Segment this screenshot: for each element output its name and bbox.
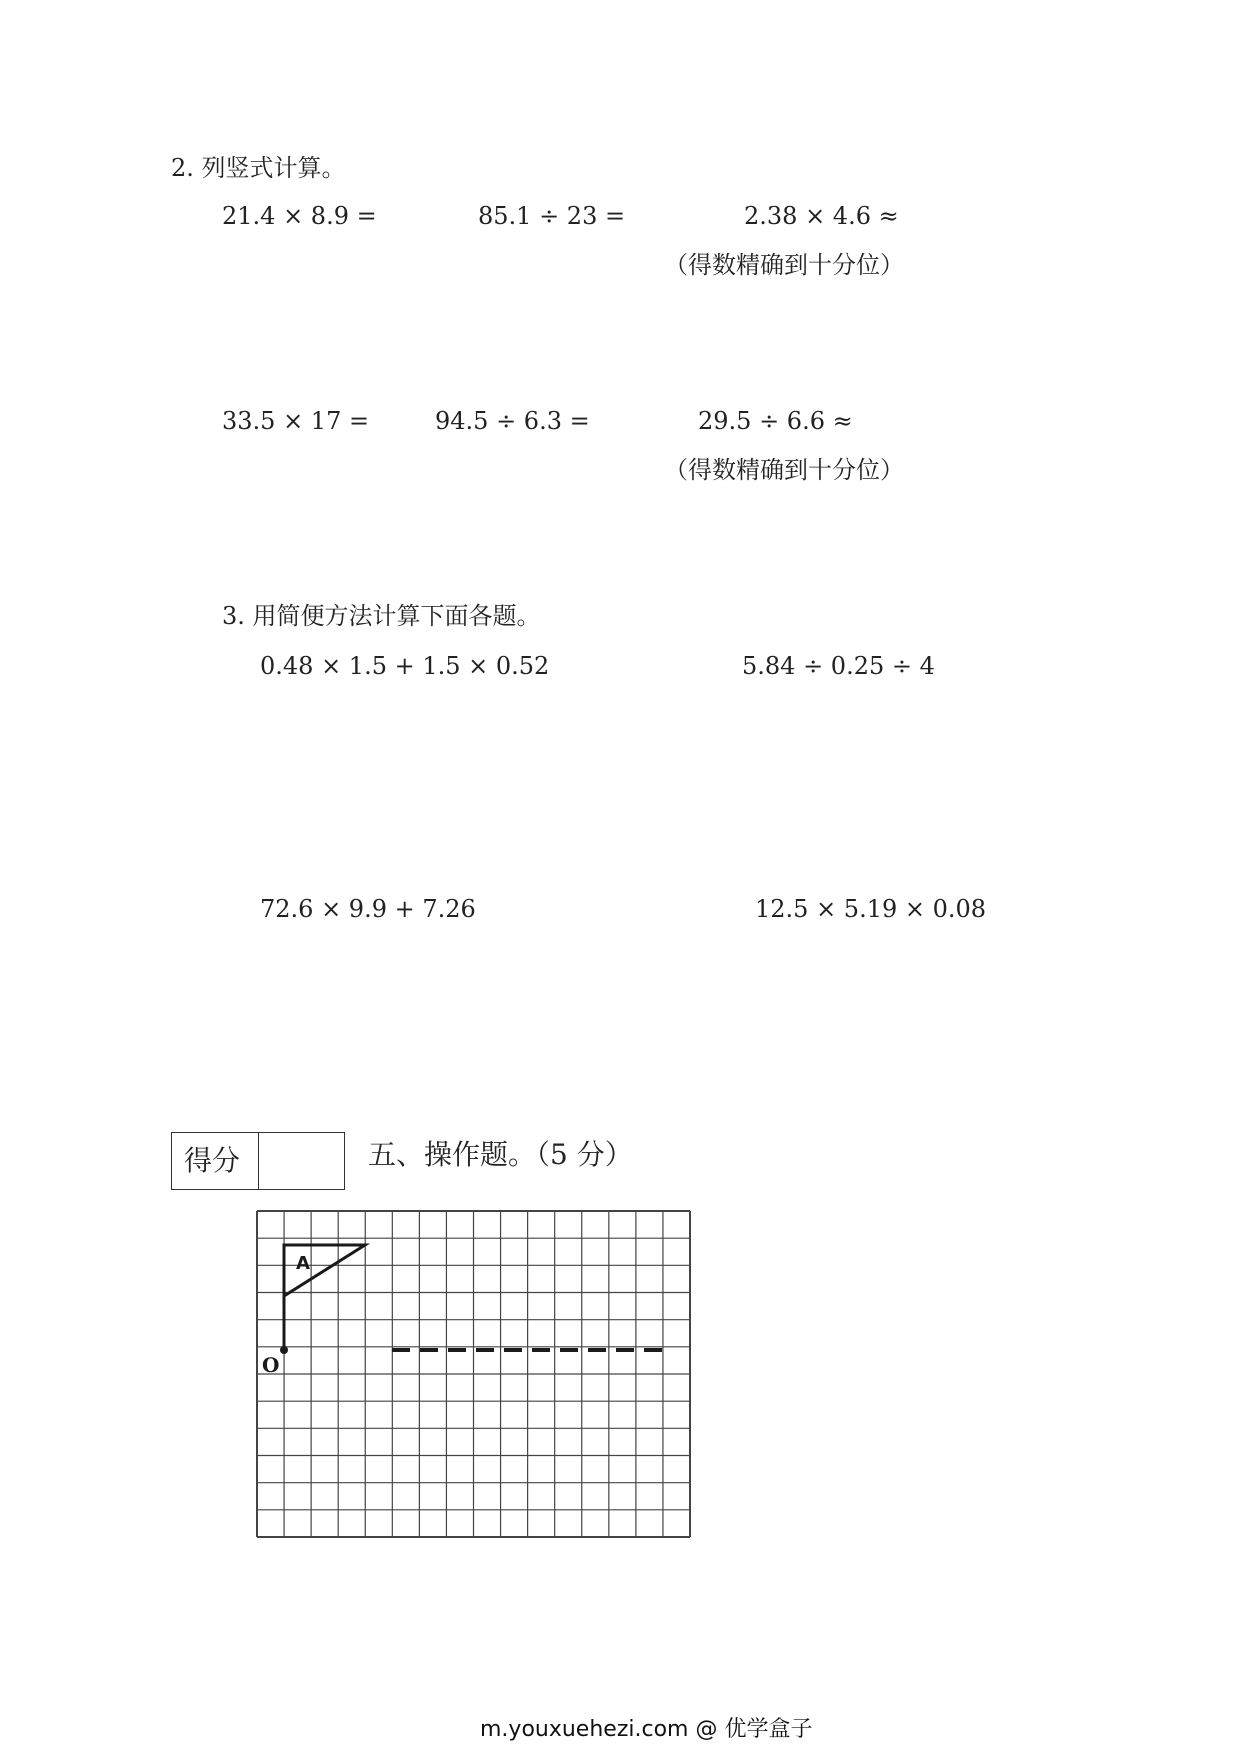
- origin-label: O: [262, 1353, 280, 1377]
- problem-3-2: 5.84 ÷ 0.25 ÷ 4: [742, 652, 935, 680]
- precision-note-1: （得数精确到十分位）: [664, 251, 904, 279]
- problem-2-6: 29.5 ÷ 6.6 ≈: [698, 407, 853, 435]
- section-5-title: 五、操作题。（5 分）: [368, 1138, 633, 1171]
- section-2-heading: 2. 列竖式计算。: [171, 154, 346, 182]
- problem-3-3: 72.6 × 9.9 + 7.26: [260, 895, 476, 923]
- footer-text: m.youxuehezi.com @ 优学盒子: [480, 1717, 813, 1742]
- problem-3-4: 12.5 × 5.19 × 0.08: [755, 895, 987, 923]
- problem-2-1: 21.4 × 8.9 =: [222, 202, 377, 230]
- origin-point: [280, 1346, 288, 1354]
- problem-2-5: 94.5 ÷ 6.3 =: [435, 407, 590, 435]
- problem-2-3: 2.38 × 4.6 ≈: [744, 202, 899, 230]
- section-3-heading: 3. 用简便方法计算下面各题。: [222, 602, 541, 630]
- triangle-label: A: [296, 1253, 310, 1274]
- problem-3-1: 0.48 × 1.5 + 1.5 × 0.52: [260, 652, 550, 680]
- problem-2-2: 85.1 ÷ 23 =: [478, 202, 626, 230]
- precision-note-2: （得数精确到十分位）: [664, 456, 904, 484]
- score-label: 得分: [172, 1133, 259, 1189]
- grid-lines: [257, 1211, 690, 1537]
- problem-2-4: 33.5 × 17 =: [222, 407, 370, 435]
